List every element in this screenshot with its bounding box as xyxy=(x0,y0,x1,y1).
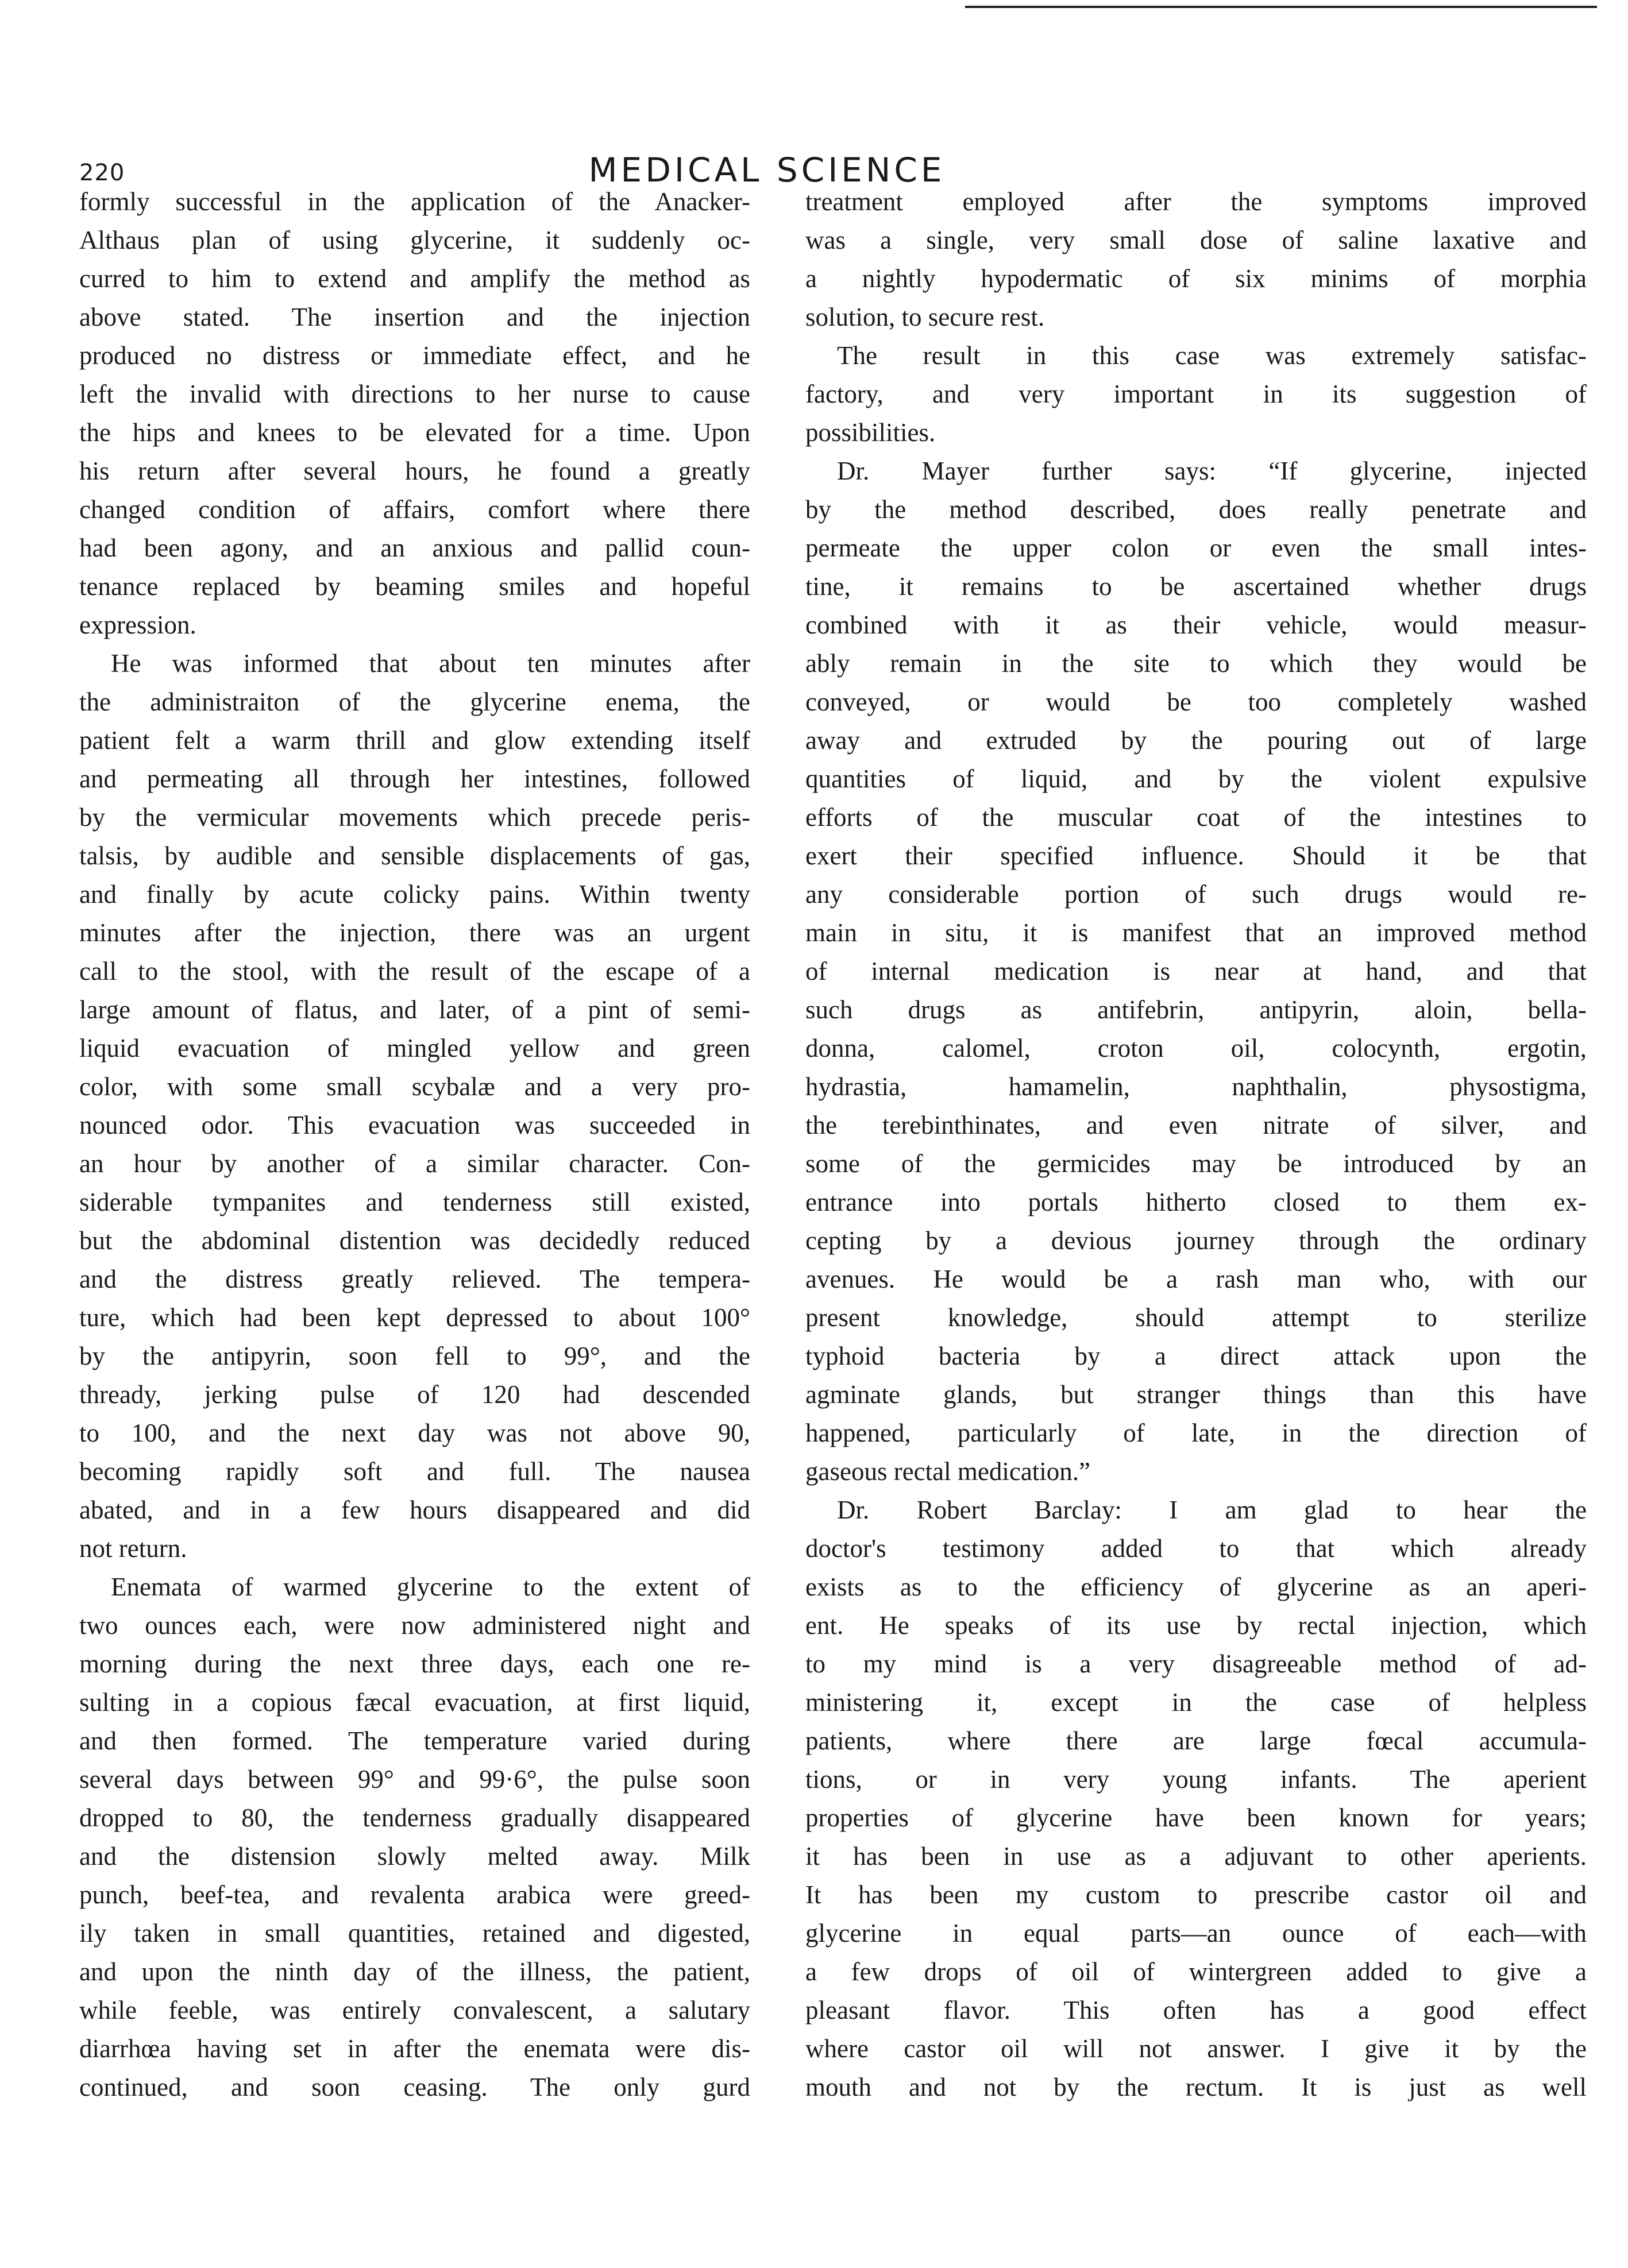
text-line: such drugs as antifebrin, antipyrin, aloin, bella- xyxy=(805,995,1587,1024)
text-line: treatment employed after the symptoms improved xyxy=(805,187,1587,216)
text-line: ent. He speaks of its use by rectal injection, which xyxy=(805,1611,1587,1640)
paragraph xyxy=(79,644,750,1568)
text-line: main in situ, it is manifest that an improved method xyxy=(805,918,1587,947)
text-line: happened, particularly of late, in the direction of xyxy=(805,1419,1587,1447)
text-line: typhoid bacteria by a direct attack upon the xyxy=(805,1342,1587,1370)
text-line: The result in this case was extremely satisfac- xyxy=(837,341,1587,370)
text-line: minutes after the injection, there was an urgent xyxy=(79,918,750,947)
text-line: thready, jerking pulse of 120 had descended xyxy=(79,1380,750,1409)
text-line: large amount of flatus, and later, of a pint of semi- xyxy=(79,995,750,1024)
text-line: pleasant flavor. This often has a good effect xyxy=(805,1996,1587,2024)
text-line: punch, beef-tea, and revalenta arabica were greed- xyxy=(79,1880,750,1909)
text-line: properties of glycerine have been known for years; xyxy=(805,1803,1587,1832)
text-line: Althaus plan of using glycerine, it suddenly oc- xyxy=(79,226,750,254)
paragraph xyxy=(805,337,1587,452)
text-line: present knowledge, should attempt to sterilize xyxy=(805,1303,1587,1332)
text-line: to my mind is a very disagreeable method of ad- xyxy=(805,1649,1587,1678)
paragraph xyxy=(805,1491,1587,2107)
text-line: factory, and very important in its suggestion of xyxy=(805,380,1587,408)
text-line: left the invalid with directions to her nurse to cause xyxy=(79,380,750,408)
text-line: color, with some small scybalæ and a very pro- xyxy=(79,1072,750,1101)
text-line: It has been my custom to prescribe castor oil and xyxy=(805,1880,1587,1909)
text-line: becoming rapidly soft and full. The nausea xyxy=(79,1457,750,1486)
text-line: away and extruded by the pouring out of large xyxy=(805,726,1587,755)
text-line: liquid evacuation of mingled yellow and green xyxy=(79,1034,750,1062)
text-line: ily taken in small quantities, retained and digested, xyxy=(79,1919,750,1948)
text-line: some of the germicides may be introduced by an xyxy=(805,1149,1587,1178)
text-line: permeate the upper colon or even the small intes- xyxy=(805,534,1587,562)
text-line: possibilities. xyxy=(805,418,936,447)
text-line: avenues. He would be a rash man who, with our xyxy=(805,1265,1587,1293)
left-column xyxy=(79,183,750,2107)
text-line: but the abdominal distention was decidedly reduced xyxy=(79,1226,750,1255)
running-head: MEDICAL SCIENCE xyxy=(588,150,946,190)
text-line: solution, to secure rest. xyxy=(805,303,1045,331)
text-line: exists as to the efficiency of glycerine as an aperi- xyxy=(805,1572,1587,1601)
text-line: quantities of liquid, and by the violent expulsive xyxy=(805,764,1587,793)
text-line: exert their specified influence. Should it be that xyxy=(805,841,1587,870)
text-line: a nightly hypodermatic of six minims of morphia xyxy=(805,264,1587,293)
text-line: ture, which had been kept depressed to about 100° xyxy=(79,1303,750,1332)
right-column xyxy=(805,183,1587,2107)
text-line: continued, and soon ceasing. The only gurd xyxy=(79,2073,750,2101)
text-line: a few drops of oil of wintergreen added to give a xyxy=(805,1957,1587,1986)
text-line: nounced odor. This evacuation was succeeded in xyxy=(79,1111,750,1139)
text-line: siderable tympanites and tenderness still existed, xyxy=(79,1188,750,1216)
text-line: agminate glands, but stranger things than this have xyxy=(805,1380,1587,1409)
text-line: abated, and in a few hours disappeared and did xyxy=(79,1496,750,1524)
text-line: hydrastia, hamamelin, naphthalin, physostigma, xyxy=(805,1072,1587,1101)
text-line: produced no distress or immediate effect, and he xyxy=(79,341,750,370)
text-line: tenance replaced by beaming smiles and hopeful xyxy=(79,572,750,601)
text-line: sulting in a copious fæcal evacuation, at first liquid, xyxy=(79,1688,750,1717)
text-line: where castor oil will not answer. I give it by the xyxy=(805,2034,1587,2063)
text-line: and the distress greatly relieved. The tempera- xyxy=(79,1265,750,1293)
text-line: it has been in use as a adjuvant to other aperients. xyxy=(805,1842,1587,1871)
text-line: curred to him to extend and amplify the method as xyxy=(79,264,750,293)
text-line: while feeble, was entirely convalescent, a salutary xyxy=(79,1996,750,2024)
text-line: formly successful in the application of the Anacker- xyxy=(79,187,750,216)
text-line: the terebinthinates, and even nitrate of silver, and xyxy=(805,1111,1587,1139)
text-line: doctor's testimony added to that which already xyxy=(805,1534,1587,1563)
text-line: dropped to 80, the tenderness gradually disappeared xyxy=(79,1803,750,1832)
paragraph xyxy=(79,183,750,644)
text-line: to 100, and the next day was not above 90, xyxy=(79,1419,750,1447)
page-number: 220 xyxy=(79,160,125,186)
text-line: tions, or in very young infants. The aperient xyxy=(805,1765,1587,1794)
text-line: patients, where there are large fœcal accumula- xyxy=(805,1726,1587,1755)
text-line: Dr. Robert Barclay: I am glad to hear the xyxy=(837,1496,1587,1524)
top-rule xyxy=(965,6,1597,8)
text-line: ministering it, except in the case of helpless xyxy=(805,1688,1587,1717)
text-line: ably remain in the site to which they would be xyxy=(805,649,1587,678)
text-line: conveyed, or would be too completely washed xyxy=(805,687,1587,716)
text-line: several days between 99° and 99·6°, the pulse soon xyxy=(79,1765,750,1794)
paragraph xyxy=(805,452,1587,1491)
text-line: by the vermicular movements which precede peris- xyxy=(79,803,750,832)
text-line: call to the stool, with the result of the escape of a xyxy=(79,957,750,986)
text-line: above stated. The insertion and the injection xyxy=(79,303,750,331)
text-line: entrance into portals hitherto closed to them ex- xyxy=(805,1188,1587,1216)
text-line: talsis, by audible and sensible displacements of gas, xyxy=(79,841,750,870)
text-line: changed condition of affairs, comfort where there xyxy=(79,495,750,524)
text-line: He was informed that about ten minutes after xyxy=(111,649,750,678)
text-line: and then formed. The temperature varied during xyxy=(79,1726,750,1755)
text-line: patient felt a warm thrill and glow extending itself xyxy=(79,726,750,755)
text-line: of internal medication is near at hand, and that xyxy=(805,957,1587,986)
text-line: any considerable portion of such drugs would re- xyxy=(805,880,1587,909)
text-line: by the antipyrin, soon fell to 99°, and the xyxy=(79,1342,750,1370)
text-line: diarrhœa having set in after the enemata were dis- xyxy=(79,2034,750,2063)
text-line: Enemata of warmed glycerine to the extent of xyxy=(111,1572,750,1601)
text-line: was a single, very small dose of saline laxative and xyxy=(805,226,1587,254)
text-line: Dr. Mayer further says: “If glycerine, injected xyxy=(837,457,1587,485)
text-line: donna, calomel, croton oil, colocynth, ergotin, xyxy=(805,1034,1587,1062)
paragraph xyxy=(805,183,1587,337)
text-line: the administraiton of the glycerine enema, the xyxy=(79,687,750,716)
text-line: cepting by a devious journey through the ordinary xyxy=(805,1226,1587,1255)
paragraph xyxy=(79,1568,750,2107)
text-line: combined with it as their vehicle, would measur- xyxy=(805,611,1587,639)
text-line: tine, it remains to be ascertained whether drugs xyxy=(805,572,1587,601)
text-line: gaseous rectal medication.” xyxy=(805,1457,1091,1486)
text-line: efforts of the muscular coat of the intestines to xyxy=(805,803,1587,832)
text-line: an hour by another of a similar character. Con- xyxy=(79,1149,750,1178)
text-line: expression. xyxy=(79,611,196,639)
text-line: mouth and not by the rectum. It is just as well xyxy=(805,2073,1587,2101)
text-line: his return after several hours, he found a greatly xyxy=(79,457,750,485)
text-line: morning during the next three days, each one re- xyxy=(79,1649,750,1678)
text-line: not return. xyxy=(79,1534,187,1563)
text-line: glycerine in equal parts—an ounce of each—with xyxy=(805,1919,1587,1948)
text-line: two ounces each, were now administered night and xyxy=(79,1611,750,1640)
text-line: the hips and knees to be elevated for a time. Upon xyxy=(79,418,750,447)
text-line: and finally by acute colicky pains. Within twenty xyxy=(79,880,750,909)
text-line: by the method described, does really penetrate and xyxy=(805,495,1587,524)
text-line: had been agony, and an anxious and pallid coun- xyxy=(79,534,750,562)
text-line: and upon the ninth day of the illness, the patient, xyxy=(79,1957,750,1986)
text-line: and the distension slowly melted away. Milk xyxy=(79,1842,750,1871)
text-line: and permeating all through her intestines, followed xyxy=(79,764,750,793)
